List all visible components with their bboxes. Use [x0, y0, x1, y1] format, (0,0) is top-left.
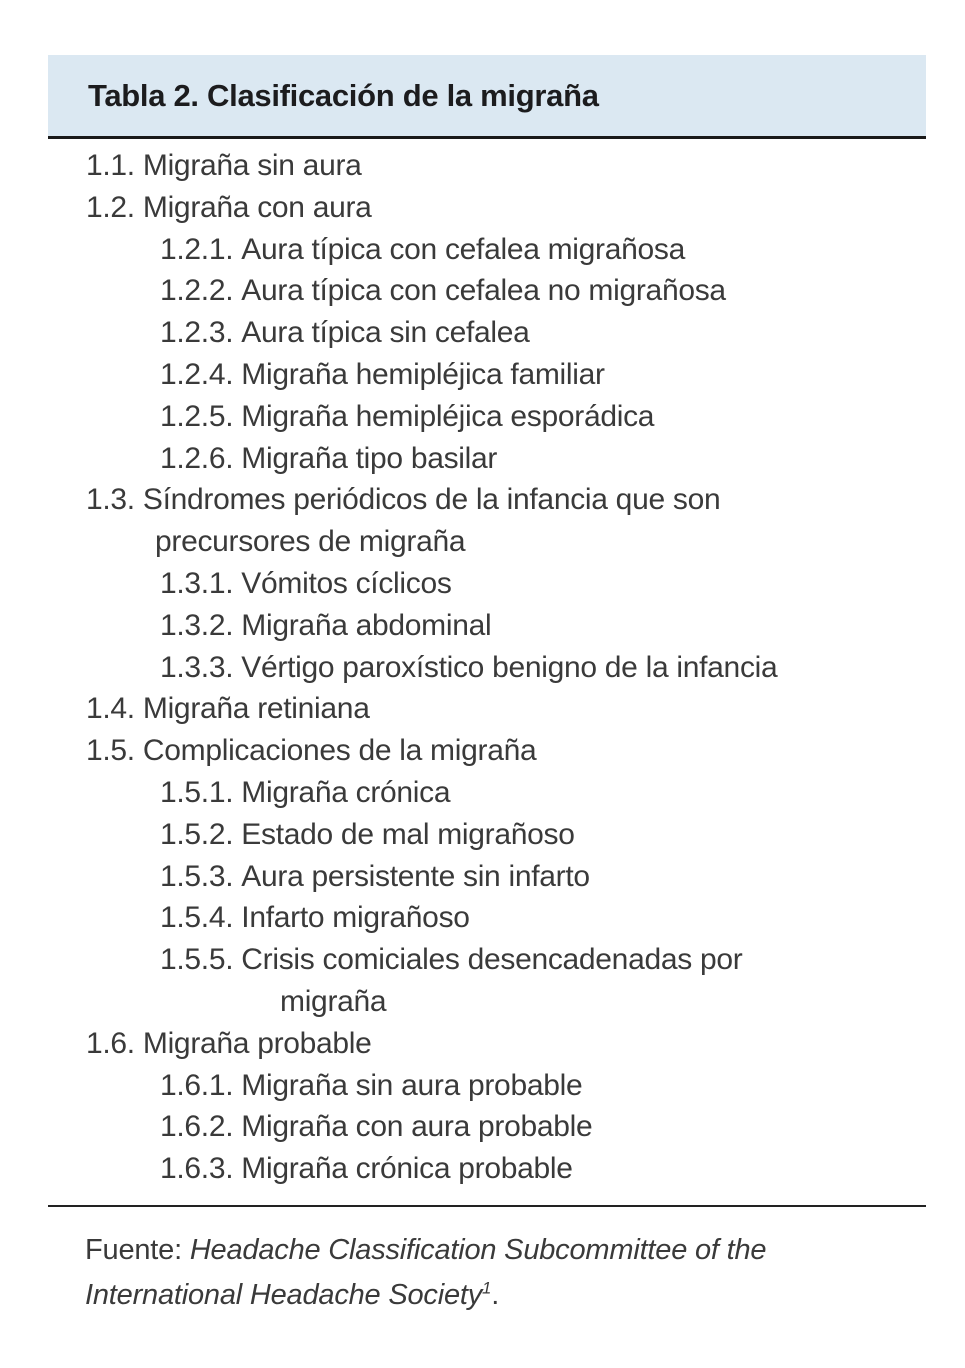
list-item: [48, 1106, 948, 1148]
list-item: [48, 145, 948, 187]
list-item: [48, 312, 948, 354]
list-item: [48, 772, 948, 814]
item-text: Complicaciones de la migraña: [134, 734, 537, 768]
list-item: [48, 939, 948, 1023]
list-item: [48, 1023, 948, 1065]
item-text: Crisis comiciales desencadenadas por: [233, 943, 743, 977]
item-text: Aura típica con cefalea migrañosa: [233, 232, 685, 266]
list-item: [48, 354, 948, 396]
item-text-wrap: migraña: [280, 984, 387, 1018]
source-citation-line1: Headache Classification Subcommittee of the: [189, 1234, 767, 1266]
classification-list: [48, 145, 948, 1190]
item-number: 1.5.4.: [160, 901, 234, 935]
item-number: 1.5.3.: [160, 859, 234, 893]
list-item: [48, 688, 948, 730]
list-item: [48, 814, 948, 856]
item-number: 1.3.: [86, 483, 135, 517]
item-text: Migraña sin aura probable: [233, 1068, 583, 1102]
item-text: Migraña probable: [134, 1026, 372, 1060]
list-item: [48, 563, 948, 605]
item-text: Migraña tipo basilar: [233, 441, 498, 475]
item-text: Estado de mal migrañoso: [233, 817, 575, 851]
item-number: 1.3.3.: [160, 650, 234, 684]
item-number: 1.2.4.: [160, 357, 234, 391]
item-number: 1.6.: [86, 1026, 135, 1060]
item-number: 1.2.6.: [160, 441, 234, 475]
item-text: Vómitos cíclicos: [233, 566, 452, 600]
item-text: Migraña con aura: [134, 190, 372, 224]
list-item: [48, 856, 948, 898]
header-rule: [48, 136, 926, 139]
list-item: [48, 438, 948, 480]
list-item: [48, 479, 948, 563]
item-number: 1.3.1.: [160, 566, 234, 600]
item-text: Migraña sin aura: [134, 149, 362, 182]
item-number: 1.5.: [86, 734, 135, 768]
item-number: 1.6.3.: [160, 1152, 234, 1186]
item-number: 1.2.2.: [160, 274, 234, 308]
item-text: Migraña retiniana: [134, 692, 370, 726]
item-number: 1.5.2.: [160, 817, 234, 851]
footer-rule: [48, 1205, 926, 1207]
item-text: Aura típica sin cefalea: [233, 316, 530, 350]
list-item: [48, 730, 948, 772]
item-text: Migraña crónica probable: [233, 1152, 573, 1186]
item-number: 1.2.1.: [160, 232, 234, 266]
item-number: 1.1.: [86, 149, 135, 182]
item-text: Migraña hemipléjica esporádica: [233, 399, 655, 433]
item-number: 1.5.5.: [160, 943, 234, 977]
list-item: [48, 270, 948, 312]
item-text: Vértigo paroxístico benigno de la infancia: [233, 650, 778, 684]
list-item: [48, 396, 948, 438]
item-number: 1.6.1.: [160, 1068, 234, 1102]
list-item: [48, 1065, 948, 1107]
source-label: Fuente:: [85, 1234, 182, 1266]
item-number: 1.2.3.: [160, 316, 234, 350]
item-number: 1.5.1.: [160, 775, 234, 809]
item-number: 1.4.: [86, 692, 135, 726]
list-item: [48, 1148, 948, 1190]
list-item: [48, 897, 948, 939]
item-text: Aura persistente sin infarto: [233, 859, 590, 893]
item-number: 1.6.2.: [160, 1110, 234, 1144]
item-text: Migraña abdominal: [233, 608, 492, 642]
reference-superscript: 1: [482, 1278, 492, 1298]
item-number: 1.2.5.: [160, 399, 234, 433]
item-text: Aura típica con cefalea no migrañosa: [233, 274, 726, 308]
item-text: Migraña con aura probable: [233, 1110, 593, 1144]
item-text-wrap: precursores de migraña: [155, 525, 466, 559]
item-text: Infarto migrañoso: [233, 901, 470, 935]
list-item: [48, 605, 948, 647]
item-text: Síndromes periódicos de la infancia que son: [134, 483, 721, 517]
item-number: 1.2.: [86, 190, 135, 224]
list-item: [48, 187, 948, 229]
item-number: 1.3.2.: [160, 608, 234, 642]
source-citation-line2: International Headache Society: [85, 1279, 483, 1311]
item-text: Migraña hemipléjica familiar: [233, 357, 605, 391]
list-item: [48, 229, 948, 271]
source-note: [85, 1228, 885, 1318]
item-text: Migraña crónica: [233, 775, 451, 809]
source-period: .: [491, 1279, 500, 1311]
table-header: [48, 55, 926, 137]
table-title: Tabla 2. Clasificación de la migraña: [88, 78, 599, 113]
list-item: [48, 647, 948, 689]
